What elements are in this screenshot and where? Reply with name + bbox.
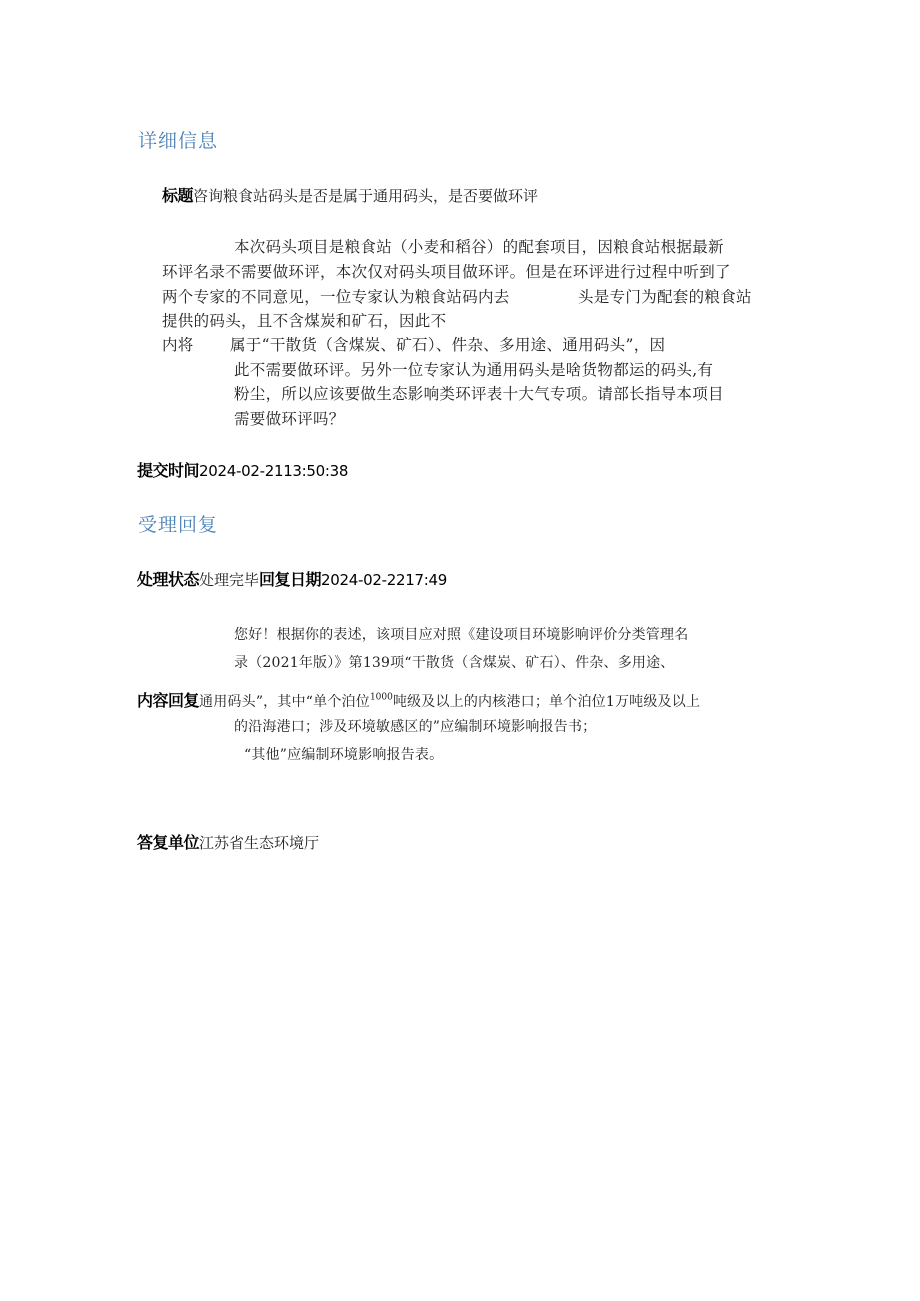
- status-value: 处理完毕: [199, 571, 260, 589]
- question-line: 内将: [162, 336, 194, 354]
- reply-line: 的沿海港口；涉及环境敏感区的”应编制环境影响报告书；: [234, 719, 597, 735]
- reply-line: “其他”应编制环境影响报告表。: [244, 747, 444, 763]
- content-reply-row: [137, 688, 700, 711]
- reply-unit-row: [137, 830, 319, 853]
- question-line: 属于“干散货（含煤炭、矿石）、件杂、多用途、通用码头”，因: [230, 336, 666, 354]
- berth-tonnage: 1000: [369, 692, 393, 703]
- title-label: 标题: [162, 186, 194, 205]
- reply-unit-label: 答复单位: [137, 833, 200, 852]
- question-line: 需要做环评吗？: [234, 410, 345, 428]
- reply-section-title: 受理回复: [138, 514, 219, 536]
- submit-time-row: [137, 458, 348, 481]
- question-line: 此不需要做环评。另外一位专家认为通用码头是啥货物都运的码头,有: [234, 361, 714, 379]
- title-value: 咨询粮食站码头是否是属于通用码头，是否要做环评: [193, 187, 539, 205]
- question-line: 两个专家的不同意见，一位专家认为粮食站码内去: [162, 288, 510, 306]
- reply-unit-value: 江苏省生态环境厅: [199, 834, 320, 852]
- status-row: [137, 567, 447, 590]
- submit-time-label: 提交时间: [137, 461, 200, 480]
- reply-line: 录（2021年版）》第139项“干散货（含煤炭、矿石）、件杂、多用途、: [234, 655, 675, 671]
- reply-line: 您好！根据你的表述，该项目应对照《建设项目环境影响评价分类管理名: [234, 627, 689, 643]
- reply-date-value: 2024-02-2217:49: [321, 571, 447, 589]
- question-line: 粉尘，所以应该要做生态影响类环评表十大气专项。请部长指导本项目: [234, 385, 724, 403]
- reply-date-label: 回复日期: [259, 570, 322, 589]
- question-line: 提供的码头，且不含煤炭和矿石，因此不: [162, 312, 447, 330]
- status-label: 处理状态: [137, 570, 200, 589]
- reply-line: 通用码头”，其中“单个泊位: [199, 694, 370, 710]
- title-row: [162, 183, 538, 206]
- question-line: 头是专门为配套的粮食站: [578, 288, 752, 306]
- reply-line: 吨级及以上的内核港口；单个泊位1万吨级及以上: [392, 694, 701, 710]
- content-reply-label: 内容回复: [137, 691, 200, 710]
- question-line: 本次码头项目是粮食站（小麦和稻谷）的配套项目，因粮食站根据最新: [234, 238, 724, 256]
- detail-section-title: 详细信息: [138, 130, 219, 152]
- question-line: 环评名录不需要做环评，本次仅对码头项目做环评。但是在环评进行过程中听到了: [162, 263, 731, 281]
- submit-time-value: 2024-02-2113:50:38: [199, 462, 349, 480]
